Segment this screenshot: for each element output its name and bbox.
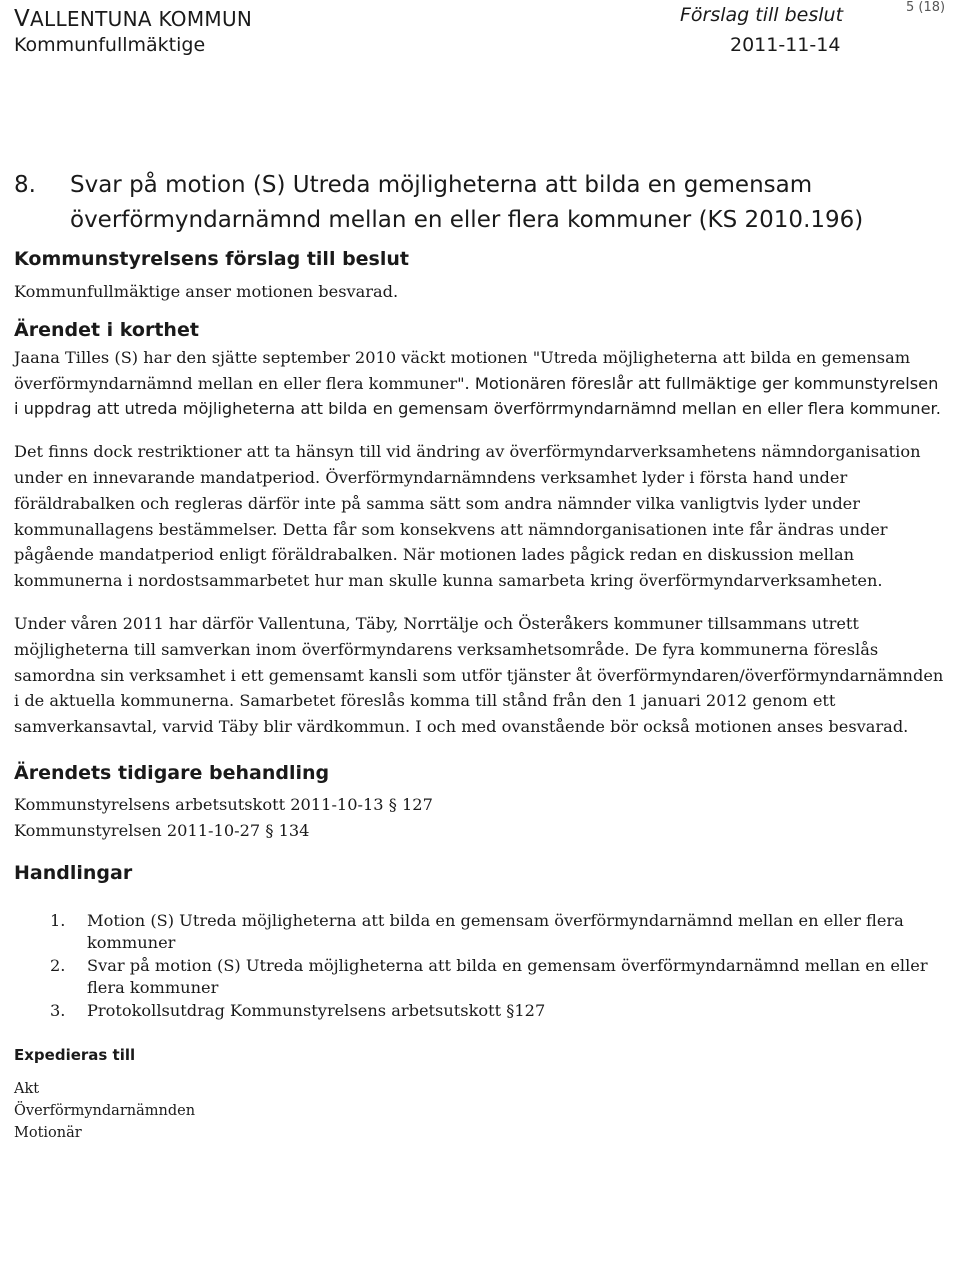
recipient: Motionär	[14, 1124, 82, 1141]
history-line: Kommunstyrelsens arbetsutskott 2011-10-13 § 127	[14, 794, 433, 814]
summary-paragraph-3: Under våren 2011 har därför Vallentuna, Täby, Norrtälje och Österåkers kommuner tillsammans utrett möjligheterna till samverkan inom överförmyndarens verksamhetsområde. De fyra kommunerna föreslås samordna sin verksamhet i ett gemensamt kansli som utför tjänster åt överförmyndaren/överförmyndarnämnden i de aktuella kommunerna. Samarbetet föreslås komma till stånd från den 1 januari 2012 genom ett samverkansavtal, varvid Täby blir värdkommun. I och med ovanstående bör också motionen anses besvarad.	[14, 613, 944, 737]
page-number: 5 (18)	[906, 0, 946, 15]
proposal-heading: Kommunstyrelsens förslag till beslut	[14, 248, 409, 270]
organization-name-rest: ALLENTUNA KOMMUN	[30, 7, 253, 31]
documents-list	[14, 910, 944, 1022]
summary-paragraph-1	[14, 345, 944, 422]
list-item-text: Protokollsutdrag Kommunstyrelsens arbetsutskott §127	[87, 1000, 546, 1020]
document-content	[14, 168, 944, 1144]
item-number: 8.	[14, 172, 36, 198]
list-item	[14, 955, 944, 999]
recipient: Överförmyndarnämnden	[14, 1102, 196, 1119]
summary-heading: Ärendet i korthet	[14, 318, 199, 341]
summary-paragraph-2: Det finns dock restriktioner att ta hänsyn till vid ändring av överförmyndarverksamhetens nämndorganisation under en innevarande mandatperiod. Överförmyndarnämndens verksamhet lyder i första hand under föräldrabalken och regleras därför inte på samma sätt som andra nämnder vilka vanligtvis lyder under kommunallagens bestämmelser. Detta får som konsekvens att nämndorganisationen inte får ändras under pågående mandatperiod enligt föräldrabalken. När motionen lades pågick redan en diskussion mellan kommunerna i nordostsammarbetet hur man skulle kunna samarbeta kring överförmyndarverksamheten.	[14, 442, 921, 591]
summary-paragraph-1-serif: Jaana Tilles (S) har den sjätte september 2010 väckt motionen "Utreda möjligheterna att bilda en gemensam överförmyndarnämnd mellan en eller flera kommuner".	[14, 347, 911, 393]
recipients-heading: Expedieras till	[14, 1045, 136, 1064]
list-item-text: Motion (S) Utreda möjligheterna att bilda en gemensam överförmyndarnämnd mellan en eller flera kommuner	[87, 910, 904, 952]
list-item	[14, 1000, 944, 1022]
list-item-number: 1.	[50, 910, 66, 930]
item-title-text: Svar på motion (S) Utreda möjligheterna att bilda en gemensam överförmyndarnämnd mellan en eller flera kommuner (KS 2010.196)	[70, 172, 864, 233]
organization-name	[14, 6, 252, 32]
documents-heading: Handlingar	[14, 861, 133, 884]
history-heading: Ärendets tidigare behandling	[14, 761, 330, 784]
list-item-text: Svar på motion (S) Utreda möjligheterna att bilda en gemensam överförmyndarnämnd mellan en eller flera kommuner	[87, 955, 928, 997]
proposal-text: Kommunfullmäktige anser motionen besvarad.	[14, 282, 399, 301]
decision-body: Kommunfullmäktige	[14, 34, 206, 56]
list-item-number: 3.	[50, 1000, 66, 1020]
summary-paragraph-1-sans: Motionären föreslår att fullmäktige ger kommunstyrelsen i uppdrag att utreda möjligheterna att bilda en gemensam överförrmyndarnämnd mellan en eller flera kommuner.	[14, 373, 941, 419]
history-line: Kommunstyrelsen 2011-10-27 § 134	[14, 820, 310, 840]
history-list	[14, 792, 944, 844]
list-item-number: 2.	[50, 955, 66, 975]
recipients-list	[14, 1078, 944, 1144]
document-status: Förslag till beslut	[680, 4, 844, 26]
list-item	[14, 910, 944, 954]
recipient: Akt	[14, 1080, 40, 1097]
organization-initial: V	[14, 6, 31, 32]
item-title	[14, 168, 944, 238]
document-date: 2011-11-14	[730, 34, 841, 56]
